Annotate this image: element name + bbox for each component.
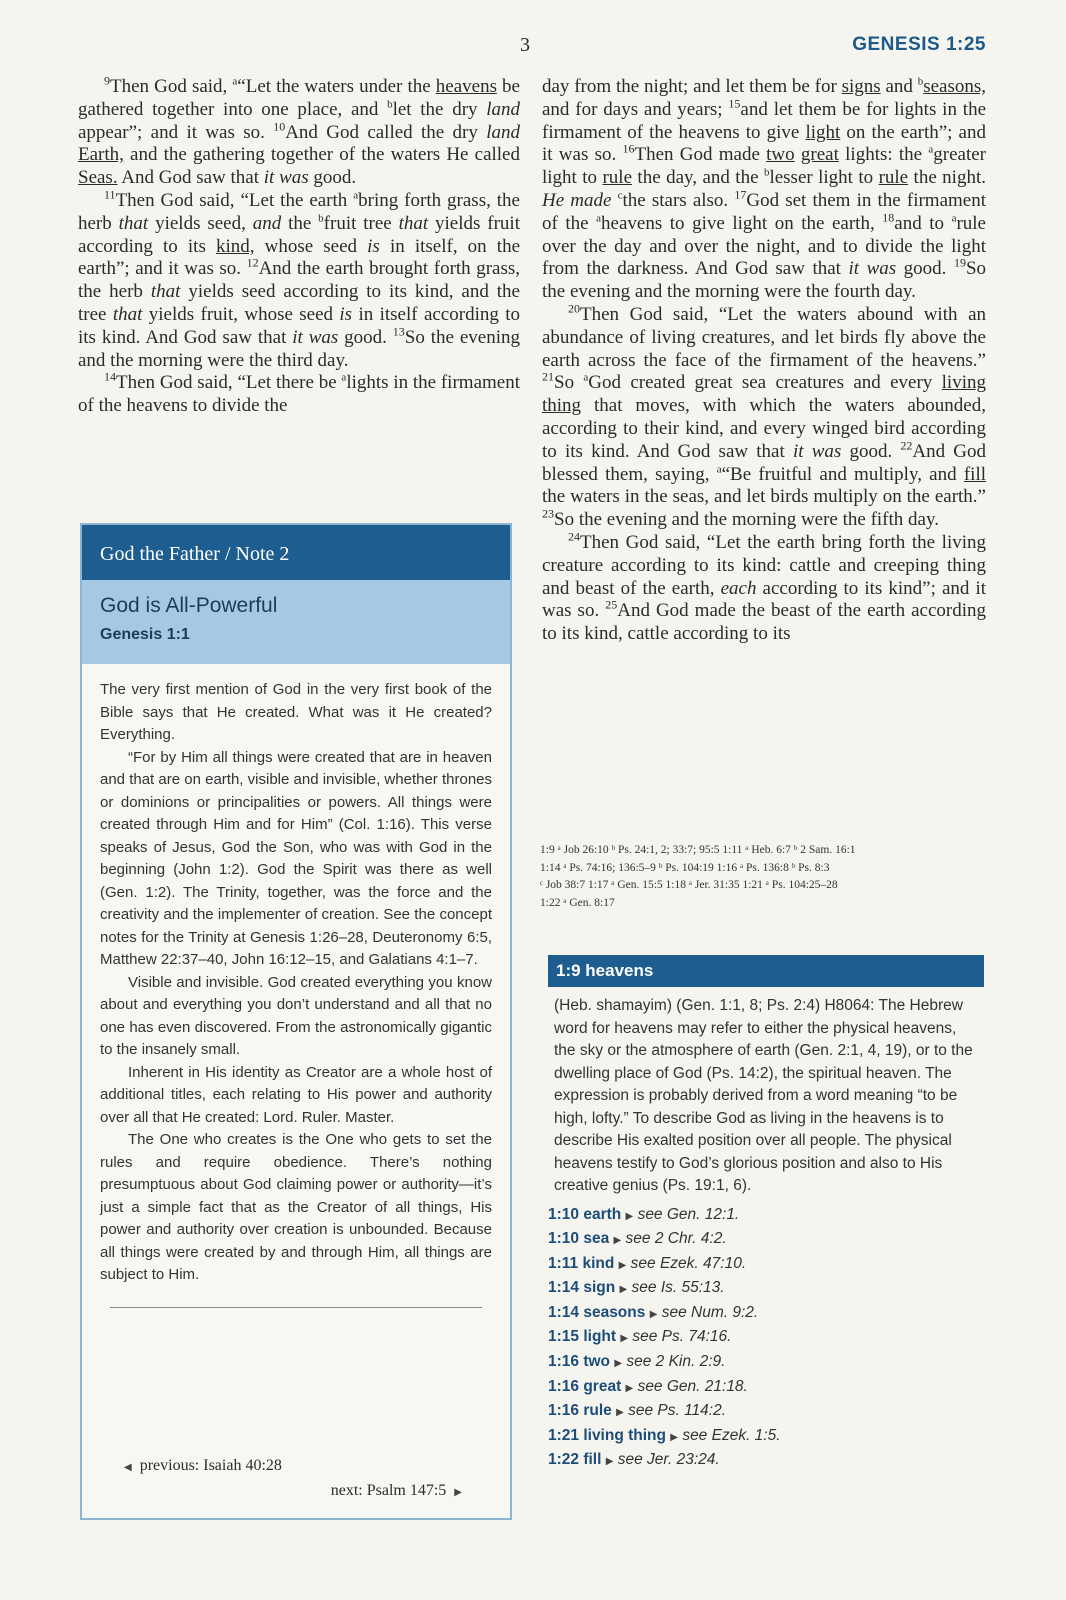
word-study-header: 1:9 heavens — [548, 955, 984, 987]
cross-references — [540, 842, 990, 912]
note-previous-label: previous: Isaiah 40:28 — [139, 1457, 282, 1474]
page-number: 3 — [520, 34, 530, 56]
verse-9-10: $^9$Then God said, $^a$“Let the waters under the heavens be gathered together into one place, and $^b$let the dry land appear”; and it was so. $^{10}$And God called the dry land Earth, and the gathering together of the waters He called Seas. And God saw that it was good. — [78, 73, 520, 189]
verse-11-13: $^{11}$Then God said, “Let the earth $^a$bring forth grass, the herb that yields seed, and the $^b$fruit tree that yields fruit according to its kind, whose seed is in itself, on the earth”; and it was so. $^{12}$And the earth brought forth grass, the herb that yields seed according to its kind, and the tree that yields fruit, whose seed is in itself according to its kind. And God saw that it was good. $^{13}$So the evening and the morning were the third day. — [78, 187, 521, 371]
note-paragraph: The One who creates is the One who gets to set the rules and require obedience. There’s nothing presumptuous about God claiming power or authority—it’s just a simple fact that as the Creator of all things, His power and authority over creation is unbounded. Because all things were created by and through Him, all things are subject to Him. — [100, 1131, 492, 1283]
word-study-index — [548, 1204, 984, 1475]
running-head: GENESIS 1:25 — [852, 34, 986, 55]
scripture-left-column — [78, 73, 521, 418]
index-entry[interactable]: 1:16 rule ▶ see Ps. 114:2. — [548, 1402, 727, 1420]
cross-reference-line: 1:14 ᵃ Ps. 74:16; 136:5–9 ᵇ Ps. 104:19 1:16 ᵃ Ps. 136:8 ᵇ Ps. 8:3 — [540, 861, 830, 874]
verse-24-25: $^{24}$Then God said, “Let the earth bring forth the living creature according to its kind: cattle and creeping thing and beast of the earth, each according to its kind”; and it was so. $^{25}$And God made the beast of the earth according to its kind, cattle according to its — [542, 529, 987, 645]
note-paragraph: “For by Him all things were created that are in heaven and that are on earth, visible and invisible, whether thrones or dominions or principalities or powers. All things were created through Him and for Him” (Col. 1:16). This verse speaks of Jesus, God the Son, who was with God in the beginning (John 1:2). God the Spirit was there as well (Gen. 1:2). The Trinity, together, was the force and the creativity and the implementer of creation. See the concept notes for the Trinity at Genesis 1:26–28, Deuteronomy 6:5, Matthew 22:37–40, John 16:12–15, and Galatians 4:1–7. — [100, 748, 492, 968]
concept-note-box — [80, 523, 512, 1520]
note-next-label: next: Psalm 147:5 — [330, 1482, 447, 1499]
index-entry[interactable]: 1:21 living thing ▶ see Ezek. 1:5. — [548, 1426, 781, 1444]
index-entry[interactable]: 1:16 great ▶ see Gen. 21:18. — [548, 1377, 748, 1395]
verse-20-23: $^{20}$Then God said, “Let the waters abound with an abundance of living creatures, and let birds fly above the earth across the face of the firmament of the heavens.” $^{21}$So $^a$God created great sea creatures and every living thing that moves, with which the waters abounded, according to their kind, and every winged bird according to its kind. And God saw that it was good. $^{22}$And God blessed them, saying, $^a$“Be fruitful and multiply, and fill the waters in the seas, and let birds multiply on the earth.” $^{23}$So the evening and the morning were the fifth day. — [542, 301, 987, 531]
note-previous-link[interactable] — [124, 1457, 282, 1475]
scripture-right-column — [542, 76, 986, 646]
note-reference: Genesis 1:1 — [100, 626, 190, 643]
index-entry[interactable]: 1:14 sign ▶ see Is. 55:13. — [548, 1279, 725, 1297]
index-entry[interactable]: 1:22 fill ▶ see Jer. 23:24. — [548, 1451, 720, 1469]
note-paragraph: Inherent in His identity as Creator are a whole host of additional titles, each relating to His power and authority over all that He created: Lord. Ruler. Master. — [100, 1063, 492, 1126]
word-study-body: (Heb. shamayim) (Gen. 1:1, 8; Ps. 2:4) H8064: The Hebrew word for heavens may refer to either the physical heavens, the sky or the atmosphere of earth (Gen. 2:1, 4, 19), or to the dwelling place of God (Ps. 14:2), the spiritual heaven. The expression is probably derived from a word meaning “to be high, lofty.” To describe God as living in the heavens is to describe His exalted position over all people. The physical heavens testify to God’s glorious position and also to His creative genius (Ps. 19:1, 6). — [554, 997, 973, 1194]
triangle-right-icon: ▶ — [454, 1487, 462, 1498]
cross-reference-line: ᶜ Job 38:7 1:17 ᵃ Gen. 15:5 1:18 ᵃ Jer. 31:35 1:21 ᵃ Ps. 104:25–28 — [540, 879, 838, 891]
verse-14-19: day from the night; and let them be for signs and $^b$seasons, and for days and years; $^{15}$and let them be for lights in the firmament of the heavens to give light on the earth”; and it was so. $^{16}$Then God made two great lights: the $^a$greater light to rule the day, and the $^b$lesser light to rule the night. He made $^c$the stars also. $^{17}$God set them in the firmament of the $^a$heavens to give light on the earth, $^{18}$and to $^a$rule over the day and over the night, and to divide the light from the darkness. And God saw that it was good. $^{19}$So the evening and the morning were the fourth day. — [542, 75, 987, 303]
verse-14: $^{14}$Then God said, “Let there be $^a$lights in the firmament of the heavens to divide the — [78, 370, 520, 417]
index-entry[interactable]: 1:15 light ▶ see Ps. 74:16. — [548, 1328, 732, 1346]
note-paragraph: The very first mention of God in the very first book of the Bible says that He created. What was it He created? Everything. — [100, 681, 492, 743]
cross-reference-line: 1:22 ᵃ Gen. 8:17 — [540, 896, 615, 909]
note-header: God the Father / Note 2 — [82, 525, 510, 580]
index-entry[interactable]: 1:11 kind ▶ see Ezek. 47:10. — [548, 1254, 747, 1272]
index-entry[interactable]: 1:16 two ▶ see 2 Kin. 2:9. — [548, 1353, 726, 1371]
triangle-left-icon: ◀ — [124, 1462, 132, 1473]
note-title: God is All-Powerful — [100, 594, 278, 617]
cross-reference-line: 1:9 ᵃ Job 26:10 ᵇ Ps. 24:1, 2; 33:7; 95:5 1:11 ᵃ Heb. 6:7 ᵇ 2 Sam. 16:1 — [540, 844, 856, 856]
note-divider — [110, 1307, 482, 1308]
word-study-box — [548, 955, 984, 1474]
index-entry[interactable]: 1:14 seasons ▶ see Num. 9:2. — [548, 1303, 759, 1321]
note-subheader — [82, 580, 510, 664]
index-entry[interactable]: 1:10 sea ▶ see 2 Chr. 4:2. — [548, 1230, 727, 1248]
note-paragraph: Visible and invisible. God created everything you know about and everything you don’t understand and all that no one has even discovered. From the astronomically gigantic to the insanely small. — [100, 973, 492, 1058]
index-entry[interactable]: 1:10 earth ▶ see Gen. 12:1. — [548, 1205, 740, 1223]
note-body — [82, 664, 510, 1287]
note-next-link[interactable] — [331, 1482, 462, 1500]
